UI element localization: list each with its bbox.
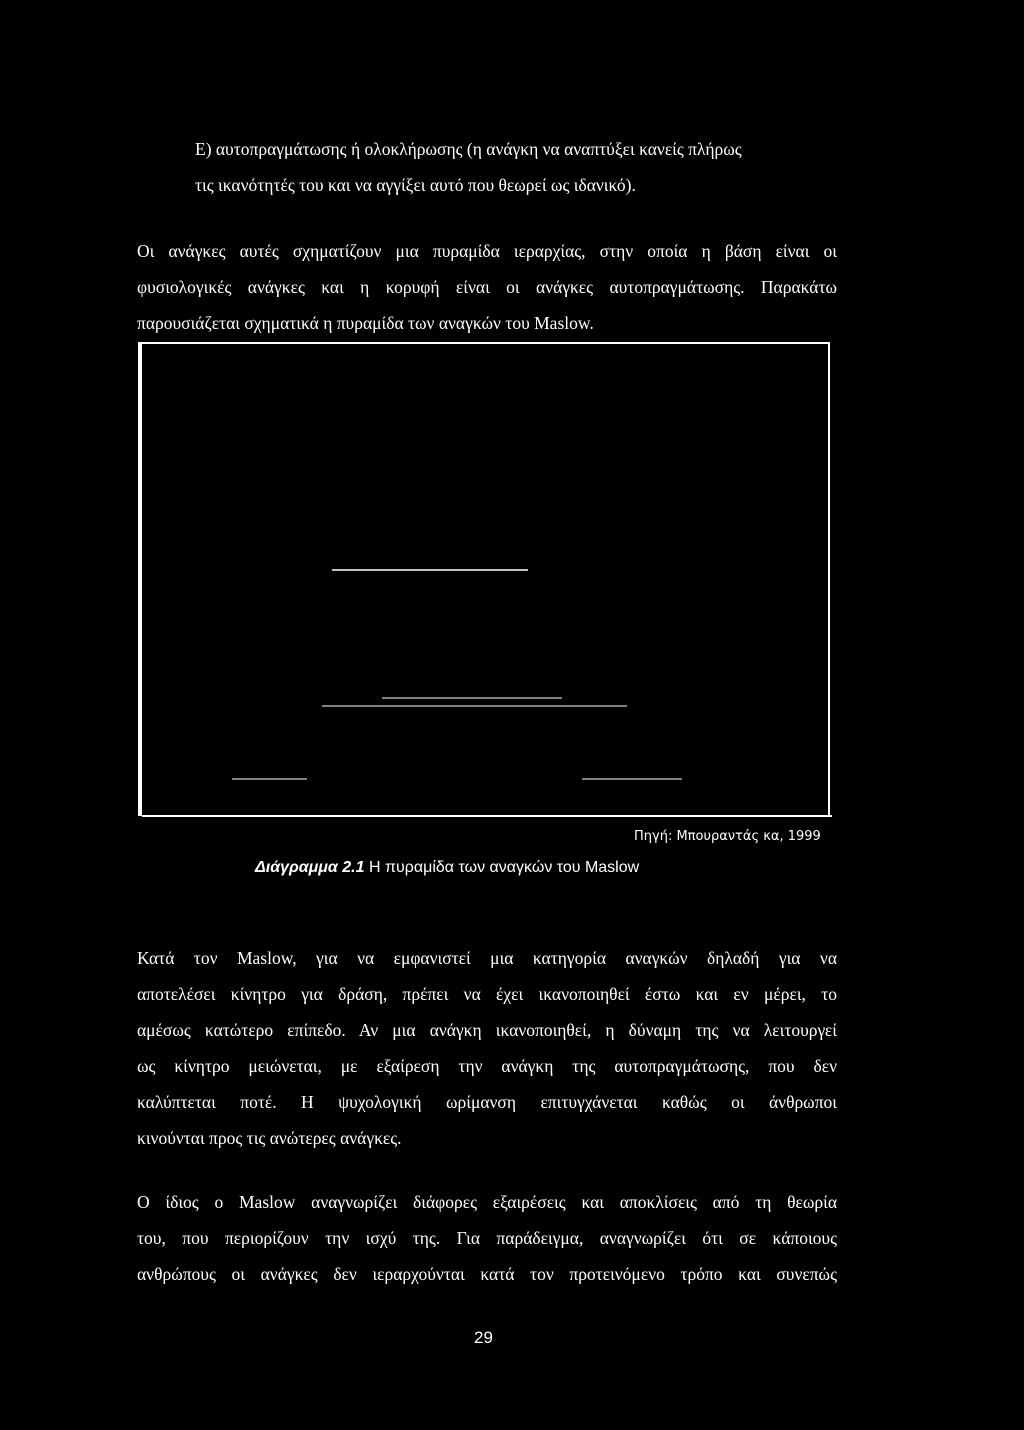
figure-caption [255,859,639,877]
paragraph-line: καλύπτεται ποτέ. Η ψυχολογική ωρίμανση επιτυγχάνεται καθώς οι άνθρωποι [137,1092,837,1112]
paragraph-line: Κατά τον Maslow, για να εμφανιστεί μια κατηγορία αναγκών δηλαδή για να [137,948,837,968]
figure-caption-label: Διάγραμμα 2.1 [255,859,365,876]
page-number: 29 [474,1328,493,1347]
list-item-e-line-2: τις ικανότητές του και να αγγίξει αυτό που θεωρεί ως ιδανικό). [195,175,636,195]
paragraph-line: φυσιολογικές ανάγκες και η κορυφή είναι οι ανάγκες αυτοπραγμάτωσης. Παρακάτω [137,277,837,297]
paragraph-line: παρουσιάζεται σχηματικά η πυραμίδα των αναγκών του Maslow. [137,313,594,333]
paragraph-line: αμέσως κατώτερο επίπεδο. Αν μια ανάγκη ικανοποιηθεί, η δύναμη της να λειτουργεί [137,1020,837,1040]
paragraph-pyramid-intro [137,233,837,341]
paragraph-line: ανθρώπους οι ανάγκες δεν ιεραρχούνται κατά τον προτεινόμενο τρόπο και συνεπώς [137,1264,837,1284]
list-item-e [195,131,845,203]
paragraph-line: ως κίνητρο μειώνεται, με εξαίρεση την ανάγκη της αυτοπραγμάτωσης, που δεν [137,1056,837,1076]
paragraph-line: Οι ανάγκες αυτές σχηματίζουν μια πυραμίδα ιεραρχίας, στην οποία η βάση είναι οι [137,241,837,261]
maslow-pyramid-figure [138,342,830,816]
pyramid-diagram [142,344,834,818]
paragraph-line: του, που περιορίζουν την ισχύ της. Για παράδειγμα, αναγνωρίζει ότι σε κάποιους [137,1228,837,1248]
paragraph-line: Ο ίδιος ο Maslow αναγνωρίζει διάφορες εξαιρέσεις και αποκλίσεις από τη θεωρία [137,1192,837,1212]
paragraph-maslow-exceptions [137,1184,837,1292]
paragraph-line: αποτελέσει κίνητρο για δράση, πρέπει να έχει ικανοποιηθεί έστω και εν μέρει, το [137,984,837,1004]
figure-source: Πηγή: Μπουραντάς κα, 1999 [634,829,821,844]
paragraph-line: κινούνται προς τις ανώτερες ανάγκες. [137,1128,402,1148]
figure-caption-text: Η πυραμίδα των αναγκών του Maslow [364,859,640,876]
paragraph-maslow-theory [137,940,837,1156]
list-item-e-line-1: Ε) αυτοπραγμάτωσης ή ολοκλήρωσης (η ανάγκη να αναπτύξει κανείς πλήρως [195,139,742,159]
